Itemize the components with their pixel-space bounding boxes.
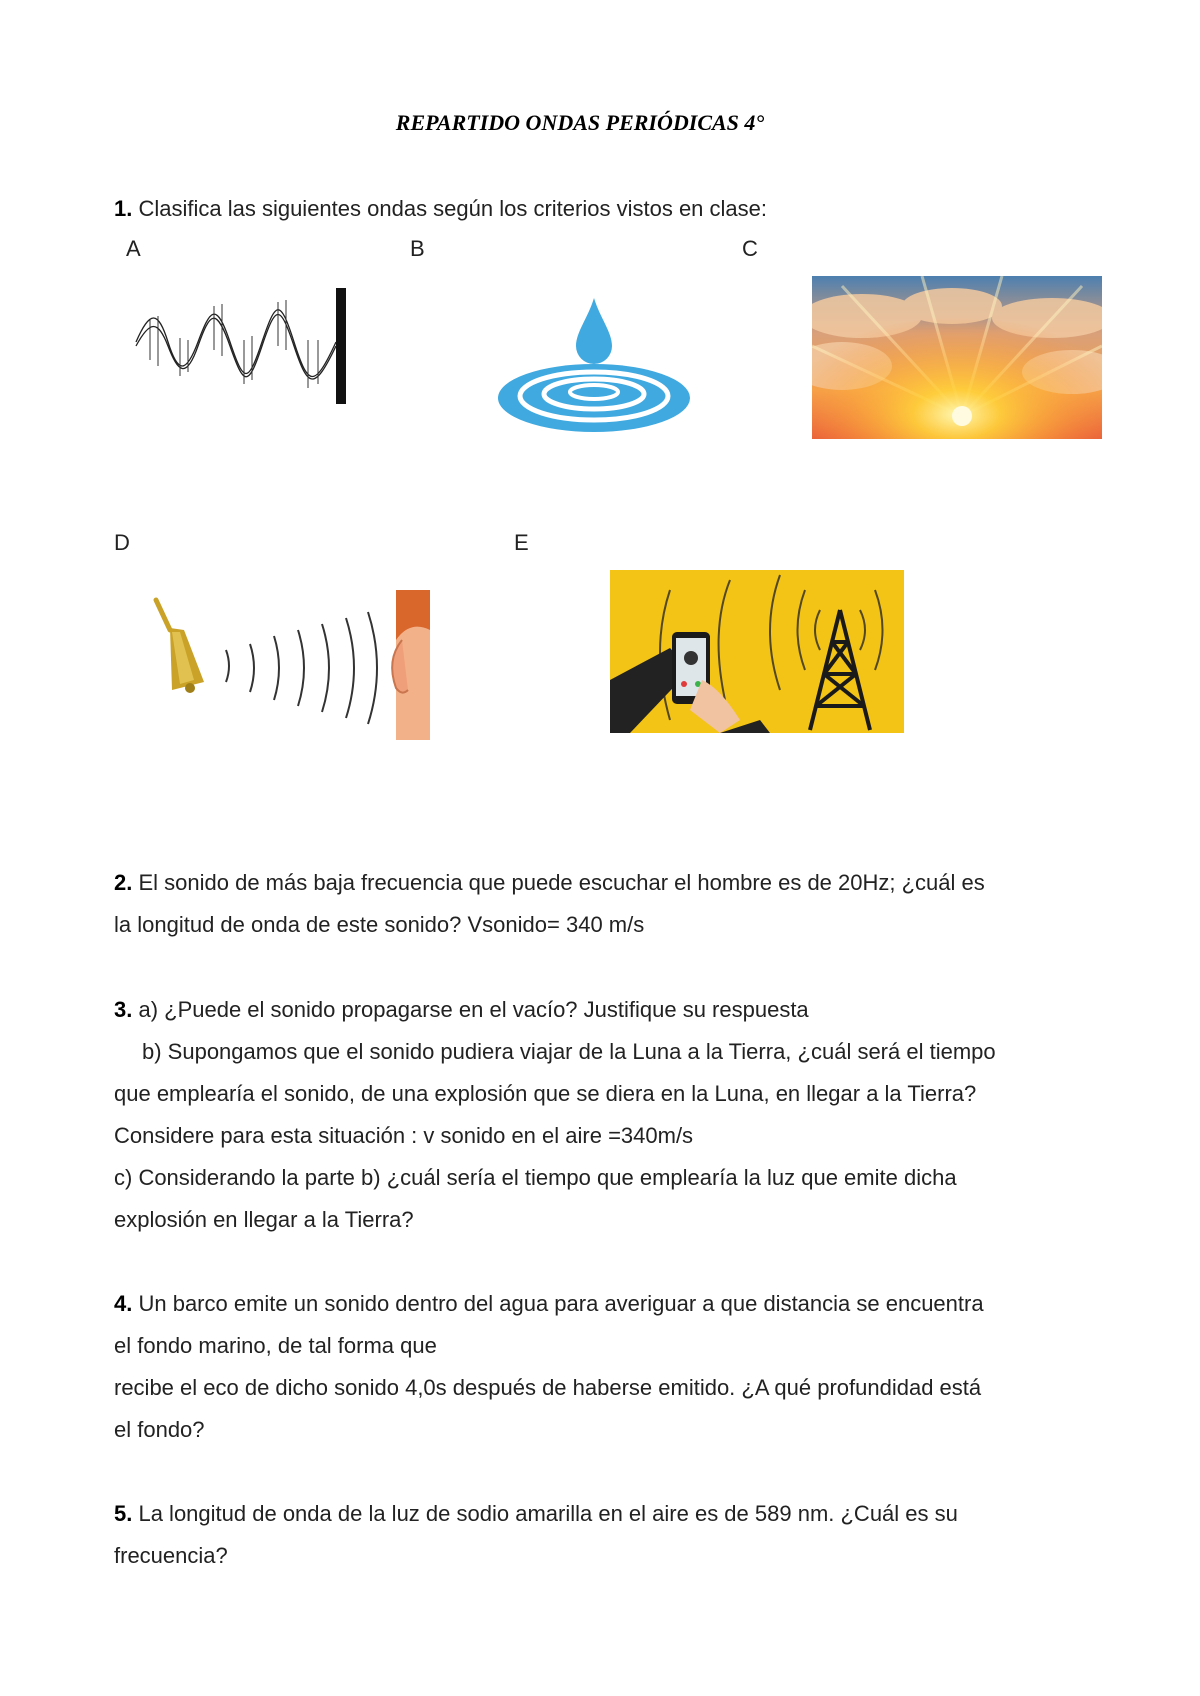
question-1-text: Clasifica las siguientes ondas según los criterios vistos en clase:	[132, 196, 767, 221]
label-a: A	[126, 236, 141, 261]
water-drop-ripples-icon	[496, 286, 692, 436]
question-4-line-3: recibe el eco de dicho sonido 4,0s después de haberse emitido. ¿A qué profundidad está	[114, 1375, 982, 1400]
sunrise-clouds-icon	[812, 276, 1102, 439]
question-4	[114, 1283, 1094, 1451]
question-1	[114, 188, 767, 230]
label-d: D	[114, 530, 130, 555]
question-2-line-2: la longitud de onda de este sonido? Vsonido= 340 m/s	[114, 912, 645, 937]
question-3-part-c-line-1: c) Considerando la parte b) ¿cuál sería el tiempo que emplearía la luz que emite dicha	[114, 1165, 957, 1190]
question-4-line-1: 4. Un barco emite un sonido dentro del agua para averiguar a que distancia se encuentra	[114, 1291, 984, 1316]
label-b: B	[410, 236, 425, 261]
question-3-part-c-line-2: explosión en llegar a la Tierra?	[114, 1207, 414, 1232]
question-4-line-2: el fondo marino, de tal forma que	[114, 1333, 437, 1358]
bell-sound-ear-icon	[150, 590, 430, 740]
question-4-line-4: el fondo?	[114, 1417, 205, 1442]
label-e: E	[514, 530, 529, 555]
question-1-number: 1.	[114, 196, 133, 221]
page-title: REPARTIDO ONDAS PERIÓDICAS 4°	[395, 110, 765, 135]
question-3-part-b-line-2: que emplearía el sonido, de una explosión que se diera en la Luna, en llegar a la Tierra?	[114, 1081, 977, 1106]
label-c: C	[742, 236, 758, 261]
question-4-number: 4.	[114, 1291, 133, 1316]
question-3	[114, 989, 1094, 1241]
question-5-number: 5.	[114, 1501, 133, 1526]
question-3-number: 3.	[114, 997, 133, 1022]
question-3-part-a: 3. a) ¿Puede el sonido propagarse en el vacío? Justifique su respuesta	[114, 997, 809, 1022]
question-2-number: 2.	[114, 870, 133, 895]
sine-wave-wall-icon	[130, 280, 352, 410]
question-3-part-b-line-3: Considere para esta situación : v sonido en el aire =340m/s	[114, 1123, 694, 1148]
question-2	[114, 862, 1094, 946]
question-5-line-1: 5. La longitud de onda de la luz de sodio amarilla en el aire es de 589 nm. ¿Cuál es su	[114, 1501, 958, 1526]
question-2-line-1: 2. El sonido de más baja frecuencia que puede escuchar el hombre es de 20Hz; ¿cuál es	[114, 870, 985, 895]
question-3-part-b-line-1: b) Supongamos que el sonido pudiera viajar de la Luna a la Tierra, ¿cuál será el tiempo	[142, 1039, 996, 1064]
question-5	[114, 1493, 1094, 1577]
question-5-line-2: frecuencia?	[114, 1543, 228, 1568]
phone-antenna-icon	[610, 570, 904, 733]
